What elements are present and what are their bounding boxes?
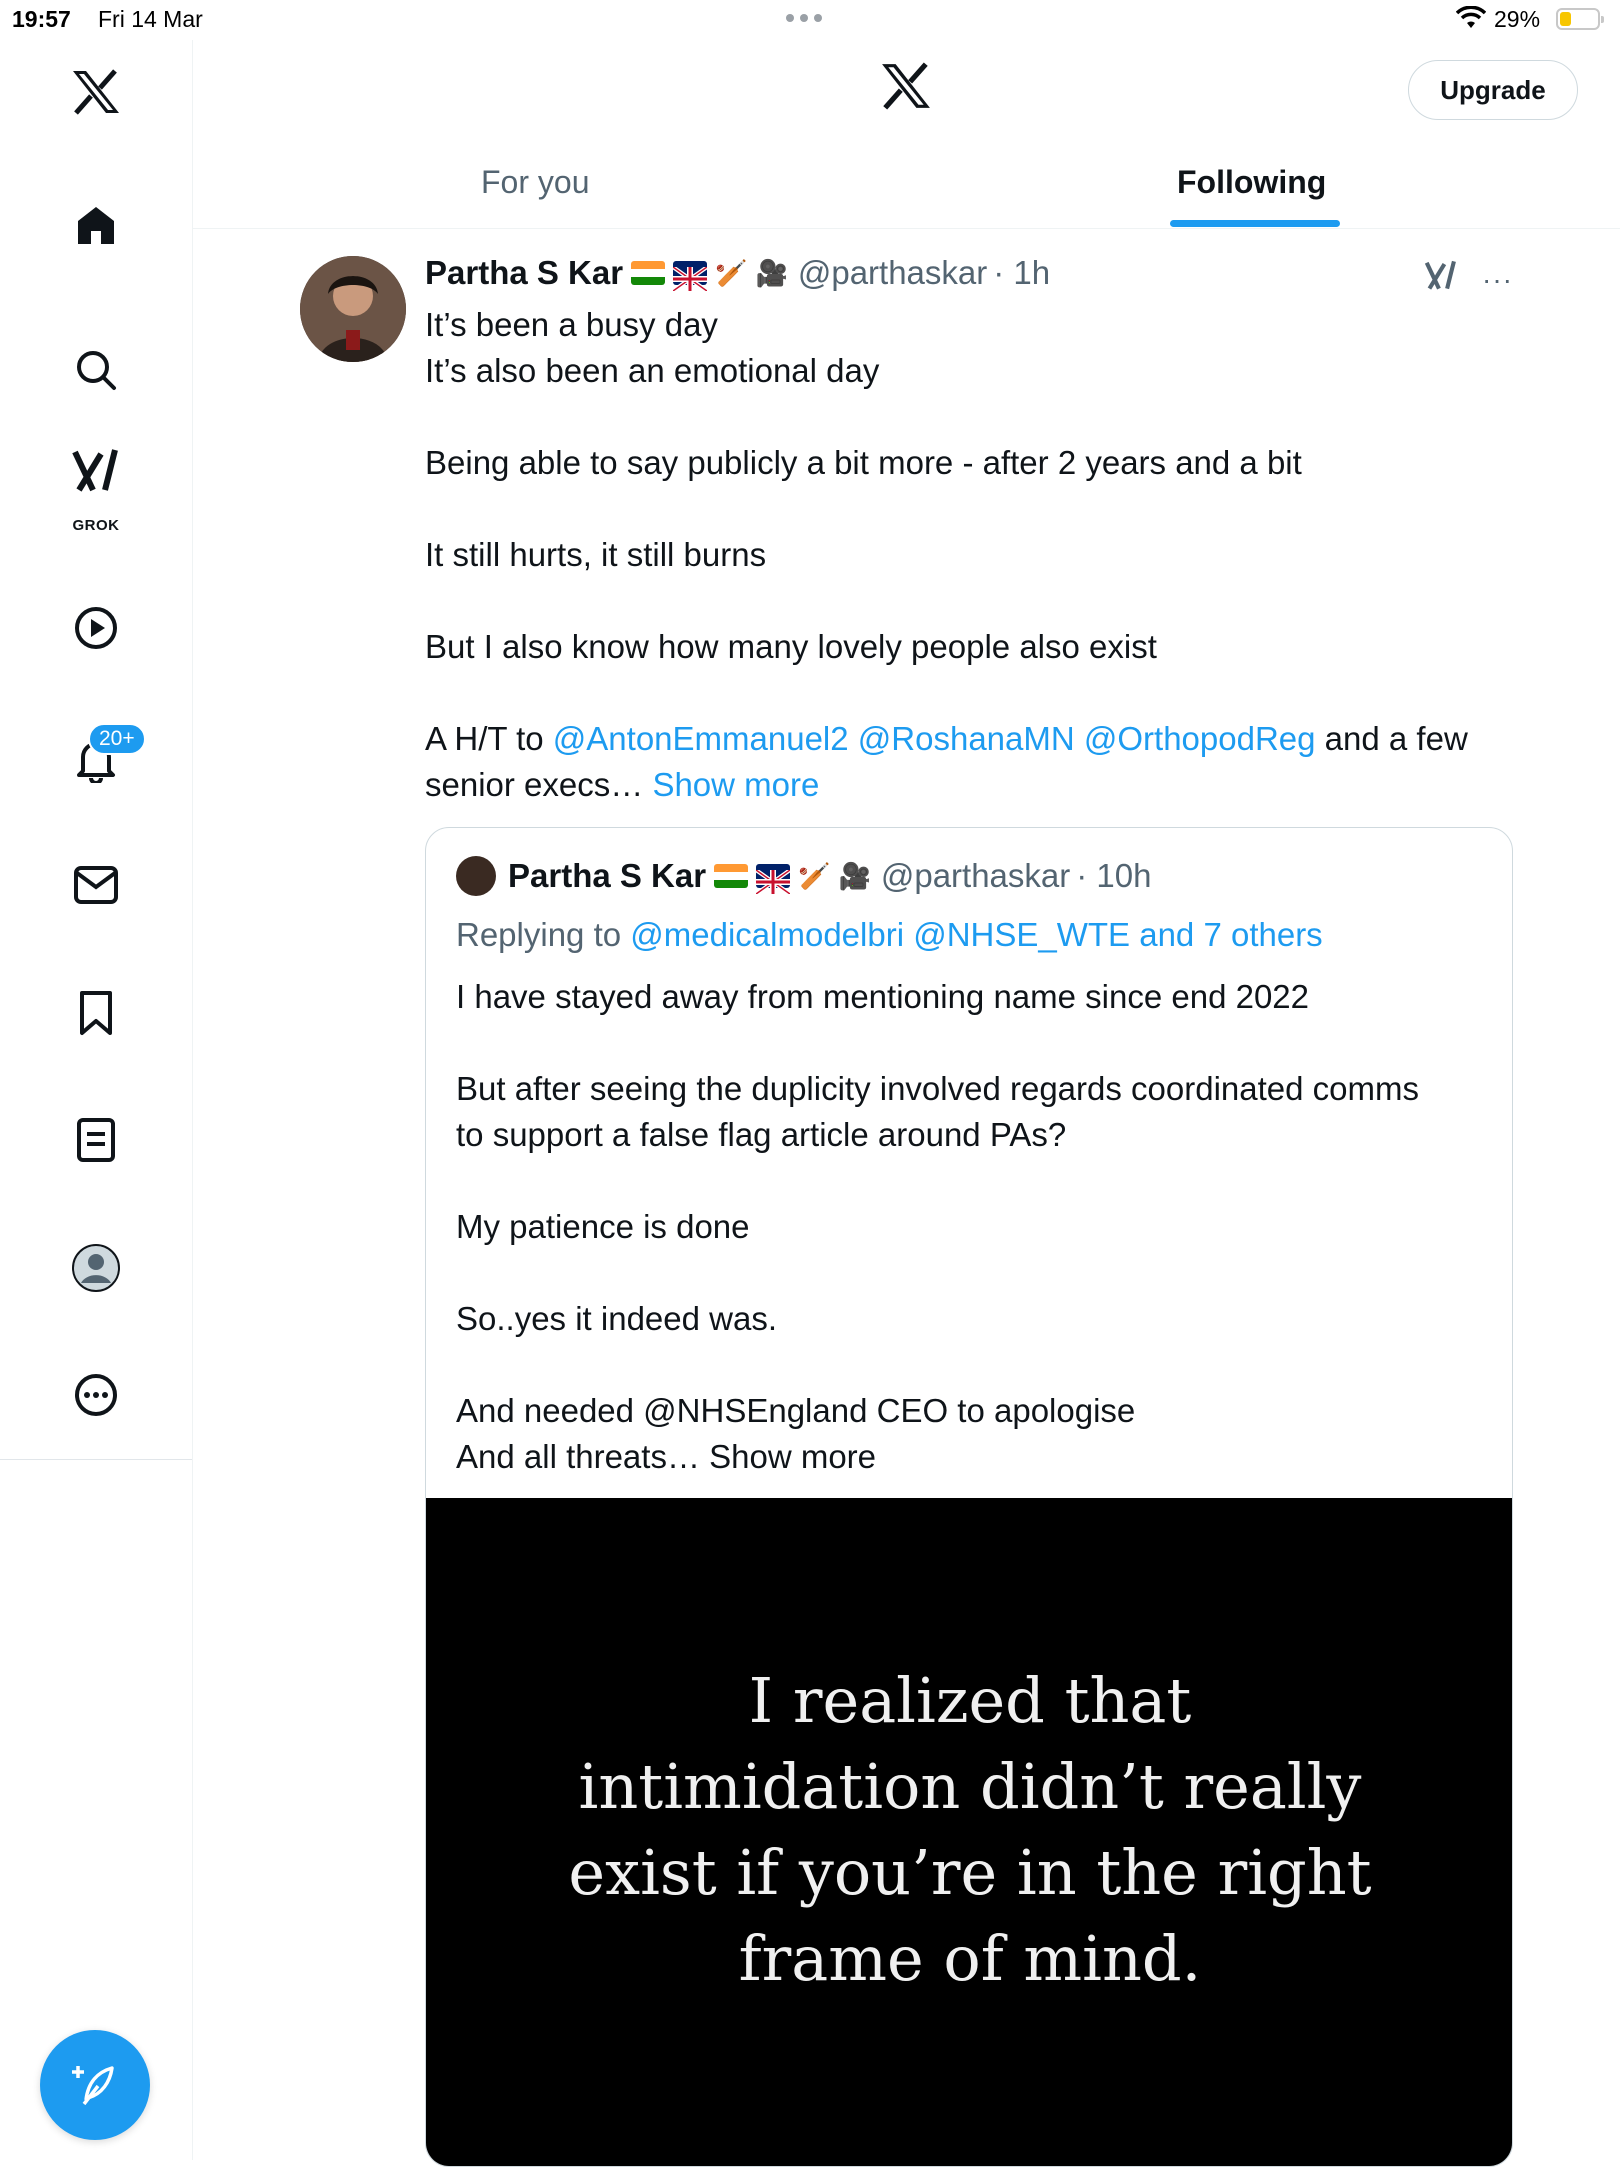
quoted-line: to support a false flag article around PAs? <box>456 1116 1067 1153</box>
tweet-line: It’s also been an emotional day <box>425 352 880 389</box>
tweet-time[interactable]: · 1h <box>993 254 1051 291</box>
quoted-line: My patience is done <box>456 1208 750 1245</box>
quoted-author-name: Partha S Kar <box>508 857 707 894</box>
tab-for-you[interactable]: For you <box>481 164 590 200</box>
battery-icon <box>1556 8 1600 30</box>
cricket-icon: 🏏 <box>798 860 831 891</box>
tab-following[interactable]: Following <box>1177 164 1327 200</box>
video-play-icon[interactable] <box>0 588 192 668</box>
tweet-line: It still hurts, it still burns <box>425 536 767 573</box>
replying-to <box>456 916 1323 954</box>
media-quote-line: frame of mind. <box>738 1922 1202 1995</box>
status-time: 19:57 <box>12 6 71 32</box>
sidebar-divider <box>0 1459 192 1460</box>
show-more-link[interactable]: Show more <box>652 766 820 803</box>
replying-to-label: Replying to <box>456 916 631 953</box>
ht-suffix: and a few <box>1315 720 1468 757</box>
more-icon[interactable] <box>0 1355 192 1435</box>
search-icon[interactable] <box>0 330 192 410</box>
tweet-text <box>425 302 1515 808</box>
quoted-header <box>456 856 1151 896</box>
author-name[interactable]: Partha S Kar <box>425 254 624 291</box>
upgrade-button[interactable]: Upgrade <box>1408 60 1578 120</box>
author-handle[interactable]: @parthaskar <box>797 254 988 291</box>
ht-prefix: A H/T to <box>425 720 553 757</box>
india-flag-icon <box>714 864 748 888</box>
quoted-avatar <box>456 856 496 896</box>
notifications-badge: 20+ <box>88 723 146 755</box>
media-quote-text <box>426 1658 1513 2002</box>
sidebar <box>0 40 193 2160</box>
mention-link[interactable]: @AntonEmmanuel2 <box>552 720 849 757</box>
movie-camera-icon: 🎥 <box>838 860 871 891</box>
media-quote-line: I realized that <box>748 1664 1192 1737</box>
battery-percent: 29% <box>1494 6 1541 32</box>
x-header-logo-icon[interactable] <box>880 62 932 115</box>
tweet-line: But I also know how many lovely people also exist <box>425 628 1157 665</box>
avatar[interactable] <box>300 256 406 362</box>
grok-icon[interactable] <box>0 425 192 515</box>
tweet-line: It’s been a busy day <box>425 306 718 343</box>
home-icon[interactable] <box>0 185 192 265</box>
status-bar <box>0 0 1620 40</box>
more-options-icon[interactable]: ··· <box>1482 264 1513 295</box>
india-flag-icon <box>631 261 665 285</box>
tweet-header <box>425 254 1050 292</box>
quoted-line: I have stayed away from mentioning name since end 2022 <box>456 978 1310 1015</box>
uk-flag-icon <box>756 864 790 888</box>
list-icon[interactable] <box>0 1100 192 1180</box>
quoted-time: · 10h <box>1076 857 1152 894</box>
quoted-line: And needed @NHSEngland CEO to apologise <box>456 1392 1136 1429</box>
mention-link[interactable]: @RoshanaMN <box>857 720 1075 757</box>
wifi-icon <box>1456 6 1486 36</box>
cricket-icon: 🏏 <box>715 257 748 288</box>
ht-line2: senior execs… <box>425 766 653 803</box>
tweet-line: Being able to say publicly a bit more - after 2 years and a bit <box>425 444 1302 481</box>
profile-icon[interactable] <box>0 1228 192 1308</box>
quoted-line: So..yes it indeed was. <box>456 1300 778 1337</box>
grok-explain-icon[interactable] <box>1424 258 1458 297</box>
grok-label: GROK <box>72 517 120 534</box>
quoted-text <box>456 974 1486 1480</box>
quoted-tweet[interactable] <box>425 827 1513 2167</box>
replying-mentions-link[interactable]: @medicalmodelbri @NHSE_WTE and 7 others <box>630 916 1323 953</box>
multitasking-dots-icon[interactable] <box>786 14 822 22</box>
compose-button[interactable] <box>40 2030 150 2140</box>
quoted-media-image[interactable] <box>426 1498 1513 2167</box>
media-quote-line: intimidation didn’t really <box>578 1750 1362 1823</box>
bookmark-icon[interactable] <box>0 973 192 1053</box>
movie-camera-icon: 🎥 <box>755 257 788 288</box>
compose-feather-icon <box>70 2060 120 2110</box>
active-tab-indicator <box>1170 220 1340 227</box>
mail-icon[interactable] <box>0 845 192 925</box>
uk-flag-icon <box>673 261 707 285</box>
quoted-line: And all threats… Show more <box>456 1438 877 1475</box>
status-date: Fri 14 Mar <box>98 6 203 32</box>
quoted-line: But after seeing the duplicity involved regards coordinated comms <box>456 1070 1420 1107</box>
x-logo-icon[interactable] <box>0 62 192 122</box>
media-quote-line: exist if you’re in the right <box>568 1836 1372 1909</box>
mention-link[interactable]: @OrthopodReg <box>1083 720 1316 757</box>
timeline-tabs <box>193 150 1620 229</box>
quoted-author-handle: @parthaskar <box>880 857 1071 894</box>
